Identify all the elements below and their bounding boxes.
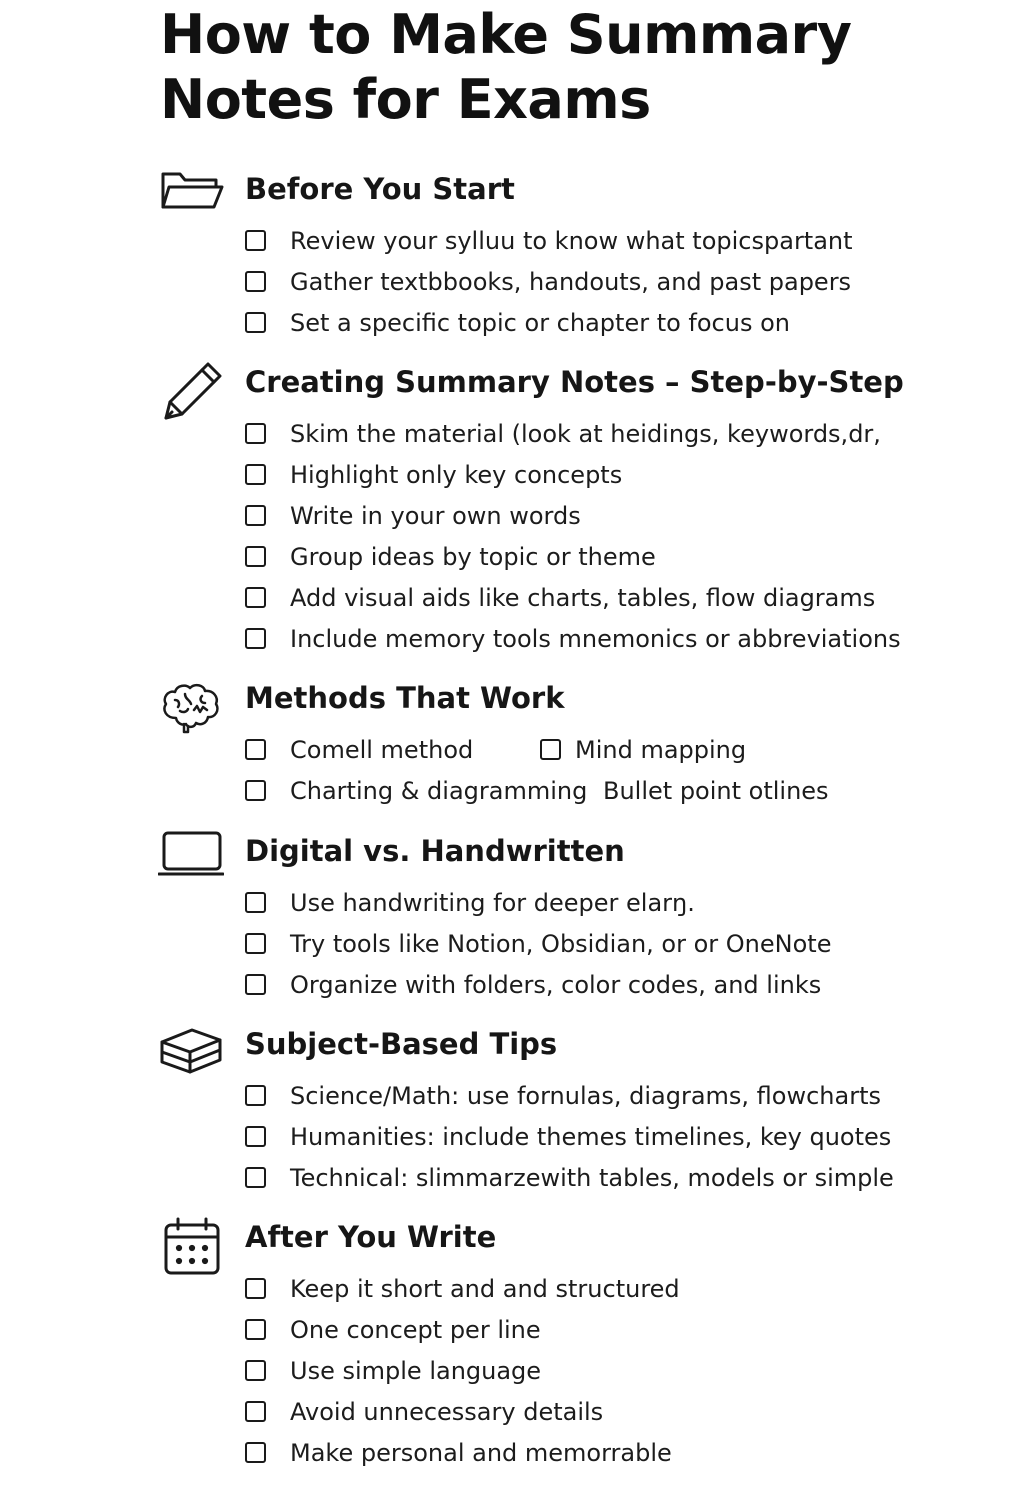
- checklist-item[interactable]: [245, 261, 853, 302]
- checkbox[interactable]: [245, 505, 266, 526]
- section-heading: Digital vs. Handwritten: [245, 834, 625, 868]
- checklist-item-label: Keep it short and and structured: [290, 1274, 680, 1303]
- method-text: [603, 776, 829, 806]
- checklist-item-label: Try tools like Notion, Obsidian, or or OneNote: [290, 929, 832, 958]
- checklist-item-label: Organize with folders, color codes, and links: [290, 970, 822, 999]
- section-heading: Creating Summary Notes – Step-by-Step: [245, 365, 904, 399]
- calendar-icon: [158, 1217, 224, 1283]
- checklist-item[interactable]: [540, 735, 746, 765]
- checklist-item-label: Mind mapping: [575, 735, 747, 764]
- checklist-item[interactable]: [245, 413, 901, 454]
- checkbox[interactable]: [245, 1360, 266, 1381]
- checklist-item[interactable]: [245, 964, 831, 1005]
- checklist-item[interactable]: [245, 220, 853, 261]
- checklist-item-label: Science/Math: use fornulas, diagrams, flowcharts: [290, 1081, 881, 1110]
- pencil-icon: [158, 360, 224, 426]
- checkbox[interactable]: [245, 739, 266, 760]
- checkbox[interactable]: [245, 423, 266, 444]
- checklist-item[interactable]: [245, 923, 831, 964]
- checklist-item-label: Highlight only key concepts: [290, 460, 623, 489]
- section-heading: Methods That Work: [245, 681, 565, 715]
- checklist-item-label: Use handwriting for deeper elarŋ.: [290, 888, 695, 917]
- checklist-item-label: Include memory tools mnemonics or abbreviations: [290, 624, 901, 653]
- checklist-item[interactable]: [245, 536, 901, 577]
- checkbox[interactable]: [245, 546, 266, 567]
- checklist-item[interactable]: [245, 882, 831, 923]
- checklist-item-label: Write in your own words: [290, 501, 581, 530]
- checklist-item-label: Use simple language: [290, 1356, 542, 1385]
- page-title: How to Make Summary Notes for Exams: [160, 3, 852, 131]
- checklist-item-label: Comell method: [290, 735, 474, 764]
- checkbox[interactable]: [245, 1401, 266, 1422]
- checkbox[interactable]: [540, 739, 561, 760]
- checklist-item[interactable]: [245, 1350, 680, 1391]
- section-heading: Before You Start: [245, 172, 515, 206]
- checkbox[interactable]: [245, 271, 266, 292]
- section-heading: After You Write: [245, 1220, 497, 1254]
- checklist-item[interactable]: [245, 1157, 894, 1198]
- checkbox[interactable]: [245, 780, 266, 801]
- checklist-item[interactable]: [245, 1116, 894, 1157]
- checklist-item[interactable]: [245, 1432, 680, 1473]
- checklist: [245, 1268, 680, 1473]
- checkbox[interactable]: [245, 312, 266, 333]
- checklist-item[interactable]: [245, 1268, 680, 1309]
- laptop-icon: [158, 827, 224, 893]
- checklist: [245, 220, 853, 343]
- checkbox[interactable]: [245, 933, 266, 954]
- methods-grid: [245, 729, 945, 811]
- checklist-item[interactable]: [245, 577, 901, 618]
- checklist-item[interactable]: [245, 776, 587, 806]
- checklist-item[interactable]: [245, 1309, 680, 1350]
- checkbox[interactable]: [245, 1278, 266, 1299]
- checklist-item-label: Avoid unnecessary details: [290, 1397, 604, 1426]
- checklist-item[interactable]: [245, 735, 473, 765]
- checklist-item-label: One concept per line: [290, 1315, 541, 1344]
- methods-row: [245, 770, 945, 811]
- checklist-item-label: Group ideas by topic or theme: [290, 542, 656, 571]
- checkbox[interactable]: [245, 230, 266, 251]
- checklist-item-label: Skim the material (look at heidings, keywords,dr,: [290, 419, 881, 448]
- checklist-item-label: Charting & diagramming: [290, 776, 588, 805]
- checkbox[interactable]: [245, 974, 266, 995]
- checklist-item-label: Technical: slimmarzewith tables, models or simple: [290, 1163, 894, 1192]
- checkbox[interactable]: [245, 628, 266, 649]
- checklist: [245, 1075, 894, 1198]
- checklist-item[interactable]: [245, 495, 901, 536]
- checkbox[interactable]: [245, 1167, 266, 1188]
- checkbox[interactable]: [245, 587, 266, 608]
- checklist-item[interactable]: [245, 302, 853, 343]
- checklist-item-label: Gather textbbooks, handouts, and past papers: [290, 267, 852, 296]
- checklist-item[interactable]: [245, 618, 901, 659]
- checklist: [245, 882, 831, 1005]
- checklist-item[interactable]: [245, 454, 901, 495]
- checkbox[interactable]: [245, 1319, 266, 1340]
- brain-icon: [158, 680, 224, 746]
- checkbox[interactable]: [245, 892, 266, 913]
- checklist-item-label: Review your sylluu to know what topicspartant: [290, 226, 853, 255]
- checklist-item-label: Make personal and memorrable: [290, 1438, 672, 1467]
- folder-icon: [158, 165, 224, 231]
- checklist-item[interactable]: [245, 1075, 894, 1116]
- checkbox[interactable]: [245, 1126, 266, 1147]
- checklist-item-label: Humanities: include themes timelines, key quotes: [290, 1122, 892, 1151]
- checkbox[interactable]: [245, 464, 266, 485]
- books-stack-icon: [158, 1022, 224, 1088]
- checklist-item-label: Add visual aids like charts, tables, flow diagrams: [290, 583, 876, 612]
- checklist-item[interactable]: [245, 1391, 680, 1432]
- checklist-item-label: Bullet point otlines: [603, 776, 829, 805]
- checklist-item-label: Set a specific topic or chapter to focus on: [290, 308, 790, 337]
- checklist: [245, 413, 901, 659]
- checkbox[interactable]: [245, 1442, 266, 1463]
- section-heading: Subject-Based Tips: [245, 1027, 558, 1061]
- methods-row: [245, 729, 945, 770]
- checkbox[interactable]: [245, 1085, 266, 1106]
